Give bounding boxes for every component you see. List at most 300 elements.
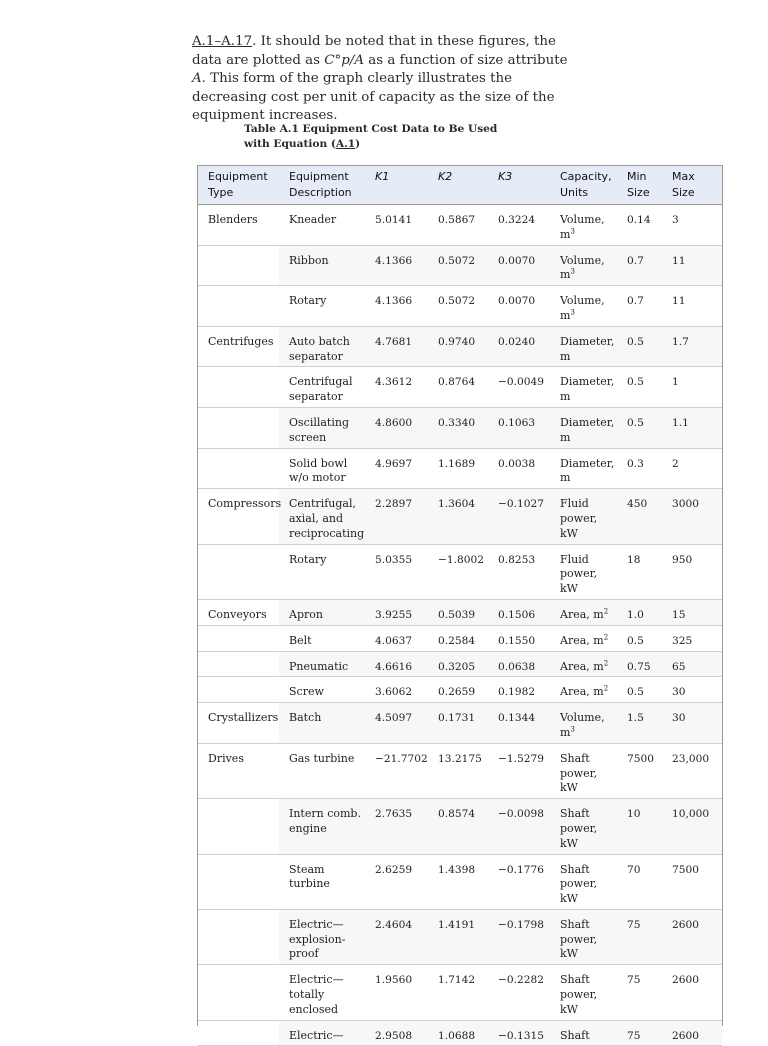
cell-capacity-units-text: Diameter, m (560, 375, 615, 404)
cell-k2 (428, 205, 488, 246)
cell-capacity-units-text: Shaft (560, 1028, 590, 1042)
cell-equipment-type-text: Centrifuges (208, 334, 274, 348)
cell-capacity-units-text: Area, m (560, 607, 604, 621)
cell-k3-text: 0.0070 (498, 295, 536, 308)
cell-k2 (428, 677, 488, 703)
cell-equipment-description (279, 799, 365, 854)
cell-k3-text: 0.1506 (498, 608, 536, 621)
table-row (198, 599, 722, 625)
cell-min-size-text: 0.5 (627, 416, 644, 429)
cell-equipment-type (198, 544, 279, 599)
cell-equipment-description-text: Solid bowl w/o motor (289, 456, 348, 485)
cell-equipment-type (198, 703, 279, 744)
header-capacity-units: Capacity, Units (550, 166, 617, 205)
cell-max-size-text: 2 (672, 457, 679, 470)
cell-k3 (488, 965, 550, 1020)
cell-min-size-text: 18 (627, 553, 641, 566)
cell-k3-text: −0.1315 (498, 1029, 544, 1042)
cell-min-size (617, 599, 662, 625)
header-max-size: Max Size (662, 166, 722, 205)
cell-k3 (488, 599, 550, 625)
cell-max-size-text: 3 (672, 214, 679, 226)
cell-k3 (488, 799, 550, 854)
cell-k1-text: 4.9697 (375, 457, 413, 470)
cell-k1 (365, 448, 428, 489)
cell-k3-text: −0.0098 (498, 808, 544, 821)
cell-capacity-units (550, 245, 617, 286)
cell-capacity-units-text: Shaft power, kW (560, 751, 598, 795)
cell-capacity-units (550, 743, 617, 798)
cell-equipment-type-text: Crystallizers (208, 711, 279, 725)
cell-max-size-text: 950 (672, 553, 693, 566)
unit-exponent: 3 (570, 725, 575, 734)
cell-equipment-description (279, 909, 365, 964)
cell-equipment-type (198, 1020, 279, 1046)
cell-max-size-text: 1.7 (672, 335, 689, 348)
cell-equipment-description-text: Rotary (289, 552, 327, 566)
cell-k1 (365, 703, 428, 744)
cell-k1-text: −21.7702 (375, 752, 428, 765)
cell-min-size (617, 625, 662, 651)
cell-max-size (662, 743, 722, 798)
cell-equipment-type (198, 286, 279, 327)
cell-min-size (617, 677, 662, 703)
cell-k1-text: 4.7681 (375, 335, 413, 348)
cell-equipment-description (279, 625, 365, 651)
unit-exponent: 3 (570, 267, 575, 276)
cell-max-size-text: 30 (672, 686, 686, 699)
cell-max-size-text: 325 (672, 634, 693, 647)
cell-max-size (662, 799, 722, 854)
cell-equipment-description (279, 448, 365, 489)
intro-paragraph (192, 33, 572, 126)
cell-min-size-text: 75 (627, 918, 641, 931)
cell-k2 (428, 367, 488, 408)
cell-equipment-description (279, 677, 365, 703)
cell-k2-text: 0.3340 (438, 416, 476, 429)
cell-capacity-units (550, 286, 617, 327)
cell-equipment-description (279, 205, 365, 246)
cell-k1 (365, 909, 428, 964)
cell-max-size (662, 367, 722, 408)
cell-k1 (365, 245, 428, 286)
cell-k1-text: 2.2897 (375, 498, 413, 511)
cell-k1-text: 4.1366 (375, 254, 413, 267)
cell-capacity-units-text: Diameter, m (560, 334, 615, 363)
cell-k2 (428, 544, 488, 599)
cell-equipment-type (198, 677, 279, 703)
cell-capacity-units-text: Area, m (560, 633, 604, 647)
cell-k1-text: 2.6259 (375, 863, 413, 876)
cell-equipment-type (198, 367, 279, 408)
cell-k2-text: 0.8574 (438, 808, 476, 821)
cell-equipment-description (279, 1020, 365, 1046)
cell-max-size (662, 1020, 722, 1046)
cell-equipment-type (198, 854, 279, 909)
cell-k2-text: 1.4191 (438, 918, 476, 931)
cell-min-size (617, 799, 662, 854)
cell-k1-text: 2.9508 (375, 1029, 413, 1042)
cell-k1 (365, 854, 428, 909)
cell-min-size-text: 0.5 (627, 634, 644, 647)
cell-k2 (428, 245, 488, 286)
cell-equipment-description-text: Centrifugal separator (289, 375, 353, 404)
cell-capacity-units (550, 651, 617, 677)
cell-equipment-description (279, 367, 365, 408)
cell-capacity-units (550, 1020, 617, 1046)
cost-data-table (198, 166, 722, 1046)
cell-max-size-text: 30 (672, 712, 686, 725)
cell-equipment-type (198, 326, 279, 367)
cell-k2-text: 0.8764 (438, 376, 476, 389)
table-row (198, 854, 722, 909)
cell-k3-text: 0.1982 (498, 686, 536, 699)
cell-k3 (488, 448, 550, 489)
cell-k1 (365, 286, 428, 327)
cell-equipment-description-text: Oscillating screen (289, 415, 350, 444)
figure-reference-link[interactable]: A.1–A.17 (192, 34, 253, 49)
cell-min-size (617, 245, 662, 286)
cell-capacity-units-text: Fluid power, kW (560, 497, 598, 540)
cell-max-size (662, 448, 722, 489)
cell-equipment-type (198, 205, 279, 246)
cell-k1-text: 4.0637 (375, 634, 413, 647)
cell-k1-text: 4.8600 (375, 416, 413, 429)
cell-equipment-description (279, 651, 365, 677)
cell-max-size-text: 3000 (672, 498, 699, 511)
cell-equipment-type (198, 743, 279, 798)
table-row (198, 367, 722, 408)
cell-k2-text: 0.2659 (438, 686, 476, 699)
cell-k1 (365, 205, 428, 246)
cell-equipment-description (279, 703, 365, 744)
cell-min-size (617, 743, 662, 798)
cell-equipment-description (279, 407, 365, 448)
cell-equipment-type (198, 651, 279, 677)
cell-k1 (365, 326, 428, 367)
cell-max-size (662, 286, 722, 327)
cell-k2 (428, 326, 488, 367)
cell-max-size-text: 11 (672, 254, 686, 267)
header-equipment-type: Equipment Type (198, 166, 279, 205)
table-row (198, 1020, 722, 1046)
cell-max-size-text: 7500 (672, 863, 699, 876)
cell-capacity-units (550, 965, 617, 1020)
cell-k1 (365, 489, 428, 544)
cell-k3 (488, 854, 550, 909)
table-header-row (198, 166, 722, 205)
cell-k3-text: −0.1776 (498, 863, 544, 876)
cell-equipment-type (198, 965, 279, 1020)
cell-k1-text: 4.5097 (375, 712, 413, 725)
cell-min-size-text: 10 (627, 808, 641, 821)
cell-min-size-text: 75 (627, 974, 641, 987)
cell-equipment-description-text: Auto batch separator (289, 334, 350, 363)
cell-k3 (488, 326, 550, 367)
cell-k1-text: 3.9255 (375, 608, 413, 621)
cell-capacity-units-text: Volume, m (560, 294, 605, 322)
cell-min-size-text: 70 (627, 863, 641, 876)
cell-k1-text: 4.1366 (375, 295, 413, 308)
equation-link[interactable]: A.1 (335, 137, 356, 150)
cell-k2-text: 0.5072 (438, 254, 476, 267)
cell-max-size (662, 544, 722, 599)
intro-attribute: A (192, 71, 202, 87)
cell-max-size (662, 489, 722, 544)
cell-k1-text: 2.4604 (375, 918, 413, 931)
cell-equipment-description-text: Batch (289, 711, 322, 725)
cell-min-size (617, 326, 662, 367)
unit-exponent: 2 (603, 658, 609, 667)
cell-equipment-type (198, 799, 279, 854)
table-row (198, 651, 722, 677)
cell-k2 (428, 651, 488, 677)
cell-capacity-units-text: Area, m (560, 685, 604, 699)
cell-k2-text: 1.4398 (438, 863, 476, 876)
cell-k2 (428, 854, 488, 909)
cell-k2-text: 0.3205 (438, 660, 476, 673)
cell-max-size-text: 2600 (672, 974, 699, 987)
cell-k2 (428, 965, 488, 1020)
cell-k1-text: 2.7635 (375, 808, 413, 821)
table-row (198, 965, 722, 1020)
cell-capacity-units-text: Shaft power, kW (560, 862, 598, 906)
cell-capacity-units-text: Shaft power, kW (560, 973, 598, 1016)
cell-max-size-text: 15 (672, 608, 686, 621)
table-row (198, 448, 722, 489)
intro-text-1: . It should be noted that in these figures, the data are plotted as (192, 34, 556, 68)
cell-capacity-units-text: Volume, m (560, 711, 605, 739)
cell-max-size-text: 2600 (672, 918, 699, 931)
cell-k1 (365, 407, 428, 448)
cell-k2 (428, 407, 488, 448)
cell-k3 (488, 677, 550, 703)
cell-k1 (365, 651, 428, 677)
unit-exponent: 2 (603, 684, 609, 693)
table-row (198, 205, 722, 246)
cell-min-size (617, 909, 662, 964)
table-row (198, 326, 722, 367)
cell-k2 (428, 489, 488, 544)
cell-equipment-description (279, 286, 365, 327)
cell-equipment-description (279, 743, 365, 798)
cell-equipment-description (279, 965, 365, 1020)
table-row (198, 909, 722, 964)
cell-k1 (365, 544, 428, 599)
cell-k3-text: 0.1550 (498, 634, 536, 647)
cell-k1-text: 4.3612 (375, 376, 413, 389)
cell-min-size-text: 0.7 (627, 295, 644, 308)
cell-min-size-text: 450 (627, 498, 648, 511)
cell-k3 (488, 407, 550, 448)
cell-min-size (617, 286, 662, 327)
cell-equipment-description-text: Electric— explosion-proof (289, 917, 346, 961)
cell-k3 (488, 245, 550, 286)
cell-k1 (365, 1020, 428, 1046)
cell-equipment-description-text: Intern comb. engine (289, 807, 361, 835)
table-row (198, 489, 722, 544)
cell-max-size (662, 599, 722, 625)
cell-k1 (365, 599, 428, 625)
cell-k2-text: −1.8002 (438, 553, 484, 566)
intro-text-2: as a function of size attribute (364, 52, 568, 68)
cell-k3 (488, 1020, 550, 1046)
cell-capacity-units (550, 854, 617, 909)
cell-k2-text: 1.3604 (438, 498, 476, 511)
cell-capacity-units (550, 625, 617, 651)
cell-k3 (488, 703, 550, 744)
cell-min-size (617, 703, 662, 744)
cell-k3 (488, 743, 550, 798)
cell-min-size (617, 544, 662, 599)
cell-capacity-units (550, 703, 617, 744)
cell-equipment-description (279, 599, 365, 625)
cell-capacity-units-text: Volume, m (560, 213, 605, 241)
cell-equipment-description-text: Gas turbine (289, 751, 355, 765)
table-row (198, 286, 722, 327)
intro-formula: C°p/A (324, 52, 364, 68)
cell-capacity-units-text: Diameter, m (560, 456, 615, 485)
intro-text-3: . This form of the graph clearly illustrates the decreasing cost per unit of capacity as the size of the equipment increases. (192, 71, 555, 124)
header-k2: K2 (428, 166, 488, 205)
cell-k1-text: 3.6062 (375, 686, 413, 699)
cell-k3-text: −0.1027 (498, 498, 544, 511)
cell-k1-text: 5.0141 (375, 214, 413, 226)
cell-equipment-description-text: Electric— totally enclosed (289, 973, 344, 1016)
cell-equipment-type (198, 625, 279, 651)
cell-k2 (428, 625, 488, 651)
unit-exponent: 2 (603, 607, 609, 616)
cell-k3-text: −0.0049 (498, 376, 544, 389)
cell-min-size-text: 0.3 (627, 457, 644, 470)
cell-k1 (365, 743, 428, 798)
cell-k3-text: 0.0240 (498, 335, 536, 348)
cell-max-size (662, 625, 722, 651)
cell-min-size-text: 0.5 (627, 335, 644, 348)
cell-equipment-description-text: Ribbon (289, 253, 329, 267)
cell-equipment-type-text: Drives (208, 751, 244, 765)
cell-equipment-type (198, 489, 282, 544)
cell-equipment-description (279, 544, 365, 599)
cell-min-size-text: 75 (627, 1029, 641, 1042)
cell-capacity-units-text: Volume, m (560, 253, 605, 282)
cell-capacity-units-text: Fluid power, kW (560, 552, 598, 596)
cell-equipment-type-text: Blenders (208, 213, 258, 226)
cell-k1 (365, 625, 428, 651)
cell-capacity-units-text: Shaft power, kW (560, 807, 598, 850)
cell-max-size-text: 2600 (672, 1029, 699, 1042)
cell-capacity-units-text: Diameter, m (560, 415, 615, 444)
header-min-size: Min Size (617, 166, 662, 205)
cell-k2 (428, 448, 488, 489)
cell-equipment-description (279, 854, 365, 909)
cell-max-size (662, 326, 722, 367)
cell-capacity-units (550, 677, 617, 703)
cell-k2 (428, 799, 488, 854)
table-row (198, 703, 722, 744)
cell-k2-text: 0.5867 (438, 214, 476, 226)
table-caption-end: ) (355, 137, 361, 150)
unit-exponent: 3 (570, 308, 575, 317)
cell-capacity-units (550, 448, 617, 489)
cell-k2-text: 0.5039 (438, 608, 476, 621)
cell-capacity-units (550, 489, 617, 544)
cell-k3 (488, 489, 550, 544)
cell-k2-text: 0.1731 (438, 712, 476, 725)
table-row (198, 245, 722, 286)
cell-max-size-text: 10,000 (672, 808, 710, 821)
cell-max-size-text: 1.1 (672, 416, 689, 429)
cell-k2-text: 1.7142 (438, 974, 476, 987)
cell-capacity-units (550, 407, 617, 448)
cell-capacity-units (550, 799, 617, 854)
cell-k3 (488, 625, 550, 651)
cell-equipment-description-text: Centrifugal, axial, and reciprocating (289, 497, 365, 540)
cell-equipment-description-text: Rotary (289, 294, 327, 308)
cell-k3-text: 0.1344 (498, 712, 536, 725)
cell-k3-text: −0.2282 (498, 974, 544, 987)
cell-max-size-text: 11 (672, 295, 686, 308)
cell-k3-text: 0.0638 (498, 660, 536, 673)
cell-equipment-type (198, 407, 279, 448)
cost-data-table-container[interactable] (197, 165, 723, 1042)
cell-min-size (617, 854, 662, 909)
cell-min-size-text: 0.75 (627, 660, 651, 673)
cell-capacity-units-text: Area, m (560, 659, 604, 673)
cell-k3-text: 0.0038 (498, 457, 536, 470)
cell-min-size-text: 0.5 (627, 376, 644, 389)
cell-k3 (488, 544, 550, 599)
cell-k3 (488, 651, 550, 677)
cell-max-size (662, 854, 722, 909)
cell-equipment-type (198, 599, 279, 625)
cell-k2-text: 0.2584 (438, 634, 476, 647)
cell-min-size-text: 0.5 (627, 686, 644, 699)
unit-exponent: 3 (570, 227, 575, 236)
cell-max-size (662, 407, 722, 448)
cell-equipment-type-text: Conveyors (208, 607, 267, 621)
cell-k3-text: 0.0070 (498, 254, 536, 267)
cell-equipment-type (198, 245, 279, 286)
cell-min-size (617, 407, 662, 448)
cell-k2-text: 1.0688 (438, 1029, 476, 1042)
cell-max-size-text: 1 (672, 376, 679, 389)
cell-min-size (617, 367, 662, 408)
cell-max-size (662, 965, 722, 1020)
cell-max-size-text: 65 (672, 660, 686, 673)
table-row (198, 743, 722, 798)
cell-capacity-units (550, 544, 617, 599)
cell-equipment-description-text: Apron (289, 607, 323, 621)
header-k3: K3 (488, 166, 550, 205)
header-equipment-description: Equipment Description (279, 166, 365, 205)
cell-k1 (365, 367, 428, 408)
cell-k1 (365, 799, 428, 854)
cell-equipment-description-text: Belt (289, 633, 312, 647)
cell-k3-text: 0.3224 (498, 214, 536, 226)
cell-capacity-units (550, 909, 617, 964)
cell-min-size (617, 448, 662, 489)
table-row (198, 625, 722, 651)
cell-k1-text: 1.9560 (375, 974, 413, 987)
cell-max-size (662, 677, 722, 703)
cell-equipment-description-text: Steam turbine (289, 862, 330, 891)
cell-min-size (617, 651, 662, 677)
header-k1: K1 (365, 166, 428, 205)
cell-max-size (662, 909, 722, 964)
cell-k2 (428, 703, 488, 744)
cell-k1 (365, 965, 428, 1020)
